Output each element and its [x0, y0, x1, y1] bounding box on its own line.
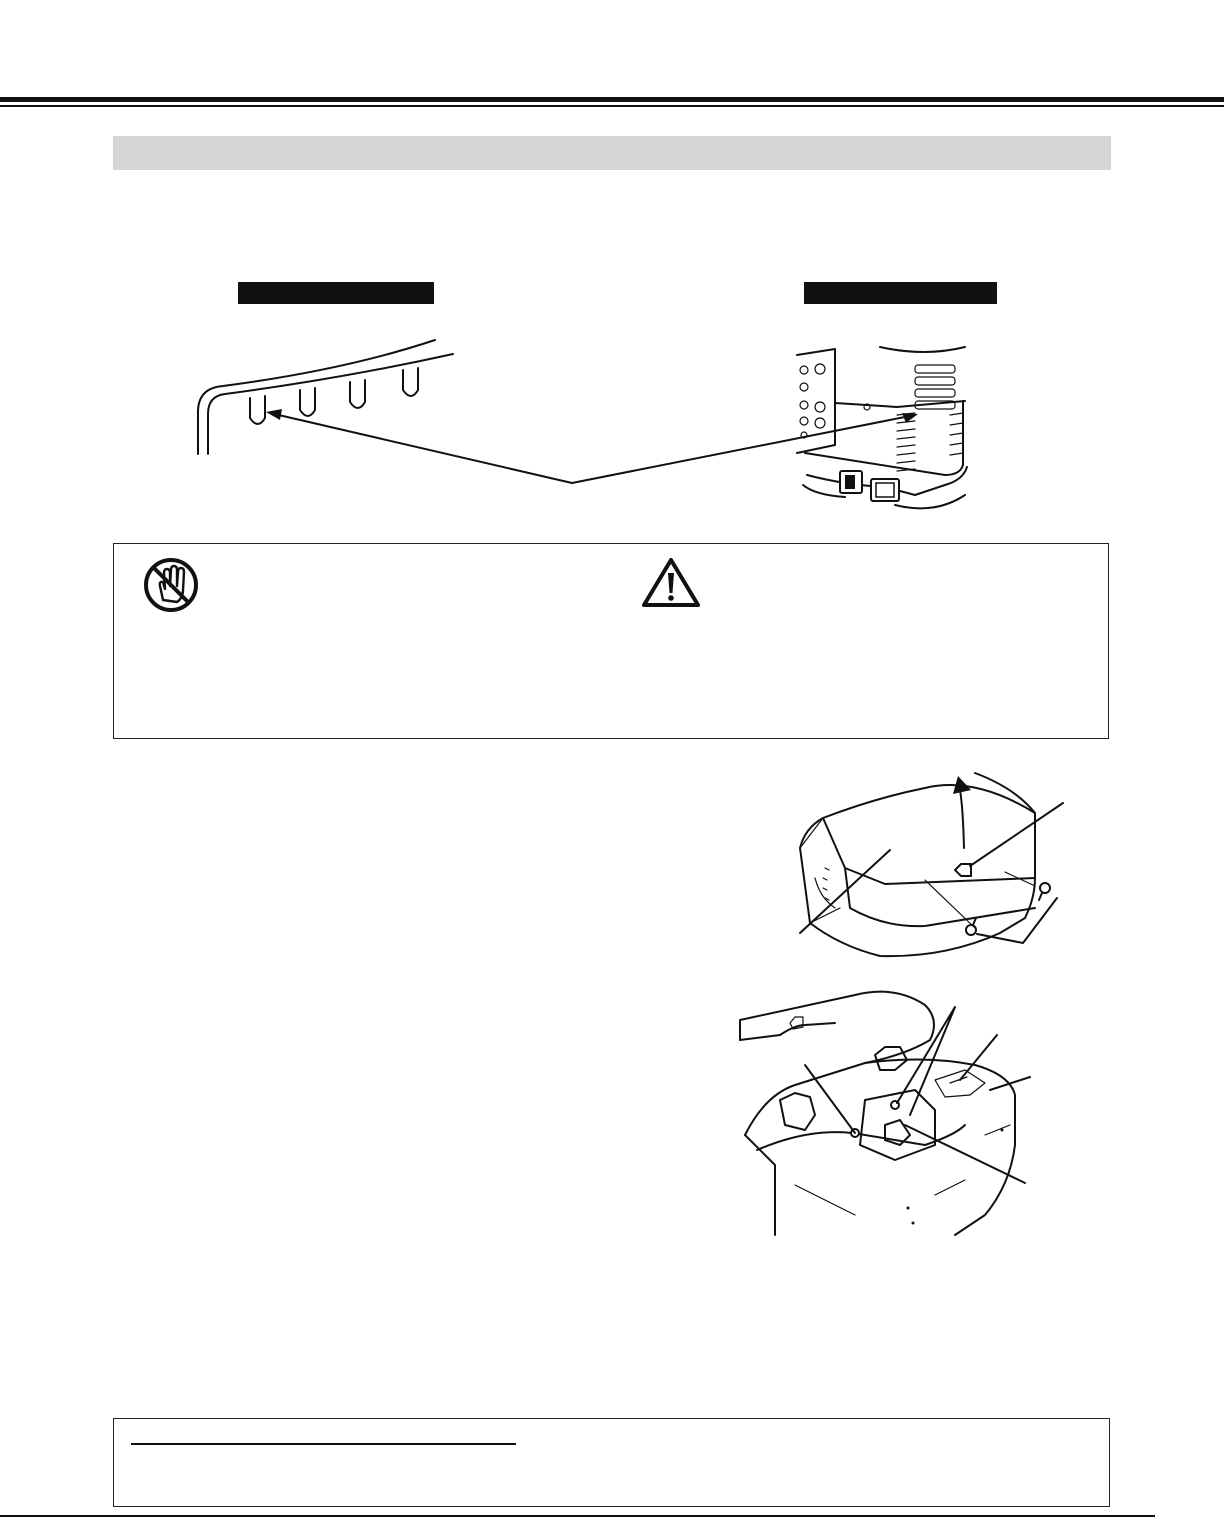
- note-heading-underline: [131, 1443, 516, 1445]
- section-title-bar: [113, 136, 1111, 170]
- lamp-cover-removal-illustration: [795, 768, 1070, 963]
- left-view-label: [238, 282, 434, 304]
- right-view-label: [804, 282, 997, 304]
- lamp-compartment-illustration: [735, 985, 1045, 1240]
- caution-triangle-icon: [640, 556, 702, 608]
- warning-box: [113, 543, 1109, 739]
- header-rule-thick: [0, 97, 1224, 102]
- projector-rear-illustration: [785, 335, 985, 515]
- note-box: [113, 1418, 1110, 1507]
- header-rule-thin: [0, 105, 1224, 107]
- do-not-touch-icon: [142, 556, 200, 614]
